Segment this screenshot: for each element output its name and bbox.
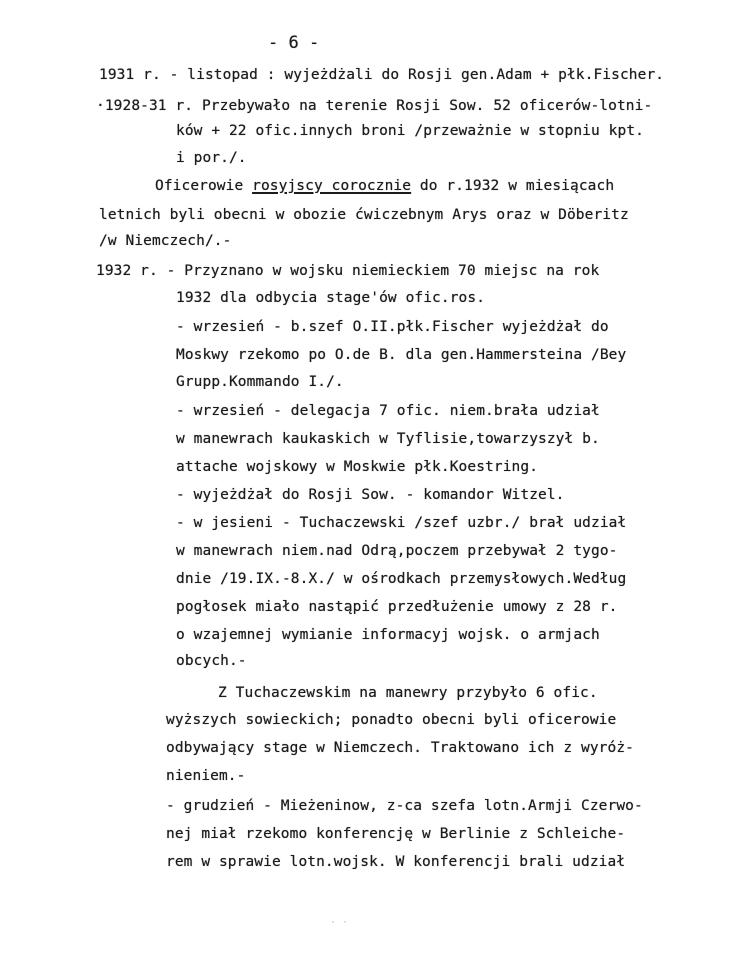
text-line: w manewrach niem.nad Odrą,poczem przebywał 2 tygo-	[176, 543, 618, 559]
text-line: wyższych sowieckich; ponadto obecni byli oficerowie	[166, 712, 617, 728]
text-line: rem w sprawie lotn.wojsk. W konferencji brali udział	[166, 854, 626, 870]
underlined-text: rosyjscy corocznie	[252, 178, 412, 194]
scan-speck: · ·	[330, 917, 349, 928]
text-segment: do r.1932 w miesiącach	[411, 178, 615, 194]
text-line: dnie /19.IX.-8.X./ w ośrodkach przemysłowych.Według	[176, 571, 627, 587]
text-line: 1932 dla odbycia stage'ów ofic.ros.	[176, 290, 486, 306]
text-line: /w Niemczech/.-	[99, 233, 232, 249]
text-line: letnich byli obecni w obozie ćwiczebnym Arys oraz w Döberitz	[99, 207, 629, 223]
text-line: obcych.-	[176, 653, 247, 669]
text-line: nej miał rzekomo konferencję w Berlinie z Schleiche-	[166, 826, 626, 842]
text-line: 1931 r. - listopad : wyjeżdżali do Rosji gen.Adam + płk.Fischer.	[99, 67, 665, 83]
text-segment: Oficerowie	[155, 178, 253, 194]
text-line: Moskwy rzekomo po O.de B. dla gen.Hammersteina /Bey	[176, 347, 627, 363]
text-line: i por./.	[176, 150, 247, 166]
text-line: ków + 22 ofic.innych broni /przeważnie w stopniu kpt.	[176, 123, 644, 139]
page-number: - 6 -	[268, 33, 320, 53]
text-line: nieniem.-	[166, 768, 246, 784]
text-line: pogłosek miało nastąpić przedłużenie umowy z 28 r.	[176, 599, 618, 615]
text-line: attache wojskowy w Moskwie płk.Koestring.	[176, 459, 539, 475]
text-line: odbywający stage w Niemczech. Traktowano ich z wyróż-	[166, 740, 634, 756]
text-line: - wrzesień - delegacja 7 ofic. niem.brała udział	[176, 403, 600, 419]
text-line: w manewrach kaukaskich w Tyflisie,towarzyszył b.	[176, 431, 600, 447]
text-line	[155, 177, 614, 195]
text-line: Z Tuchaczewskim na manewry przybyło 6 ofic.	[218, 685, 598, 701]
text-line: - w jesieni - Tuchaczewski /szef uzbr./ brał udział	[176, 515, 627, 531]
text-line: - wyjeżdżał do Rosji Sow. - komandor Witzel.	[176, 487, 565, 503]
text-line: ·1928-31 r. Przebywało na terenie Rosji Sow. 52 oficerów-lotni-	[96, 98, 653, 114]
text-line: Grupp.Kommando I./.	[176, 374, 344, 390]
text-line: 1932 r. - Przyznano w wojsku niemieckiem 70 miejsc na rok	[96, 263, 600, 279]
text-line: o wzajemnej wymianie informacyj wojsk. o armjach	[176, 627, 600, 643]
text-line: - wrzesień - b.szef O.II.płk.Fischer wyjeżdżał do	[176, 319, 609, 335]
text-line: - grudzień - Mieżeninow, z-ca szefa lotn.Armji Czerwo-	[166, 798, 643, 814]
